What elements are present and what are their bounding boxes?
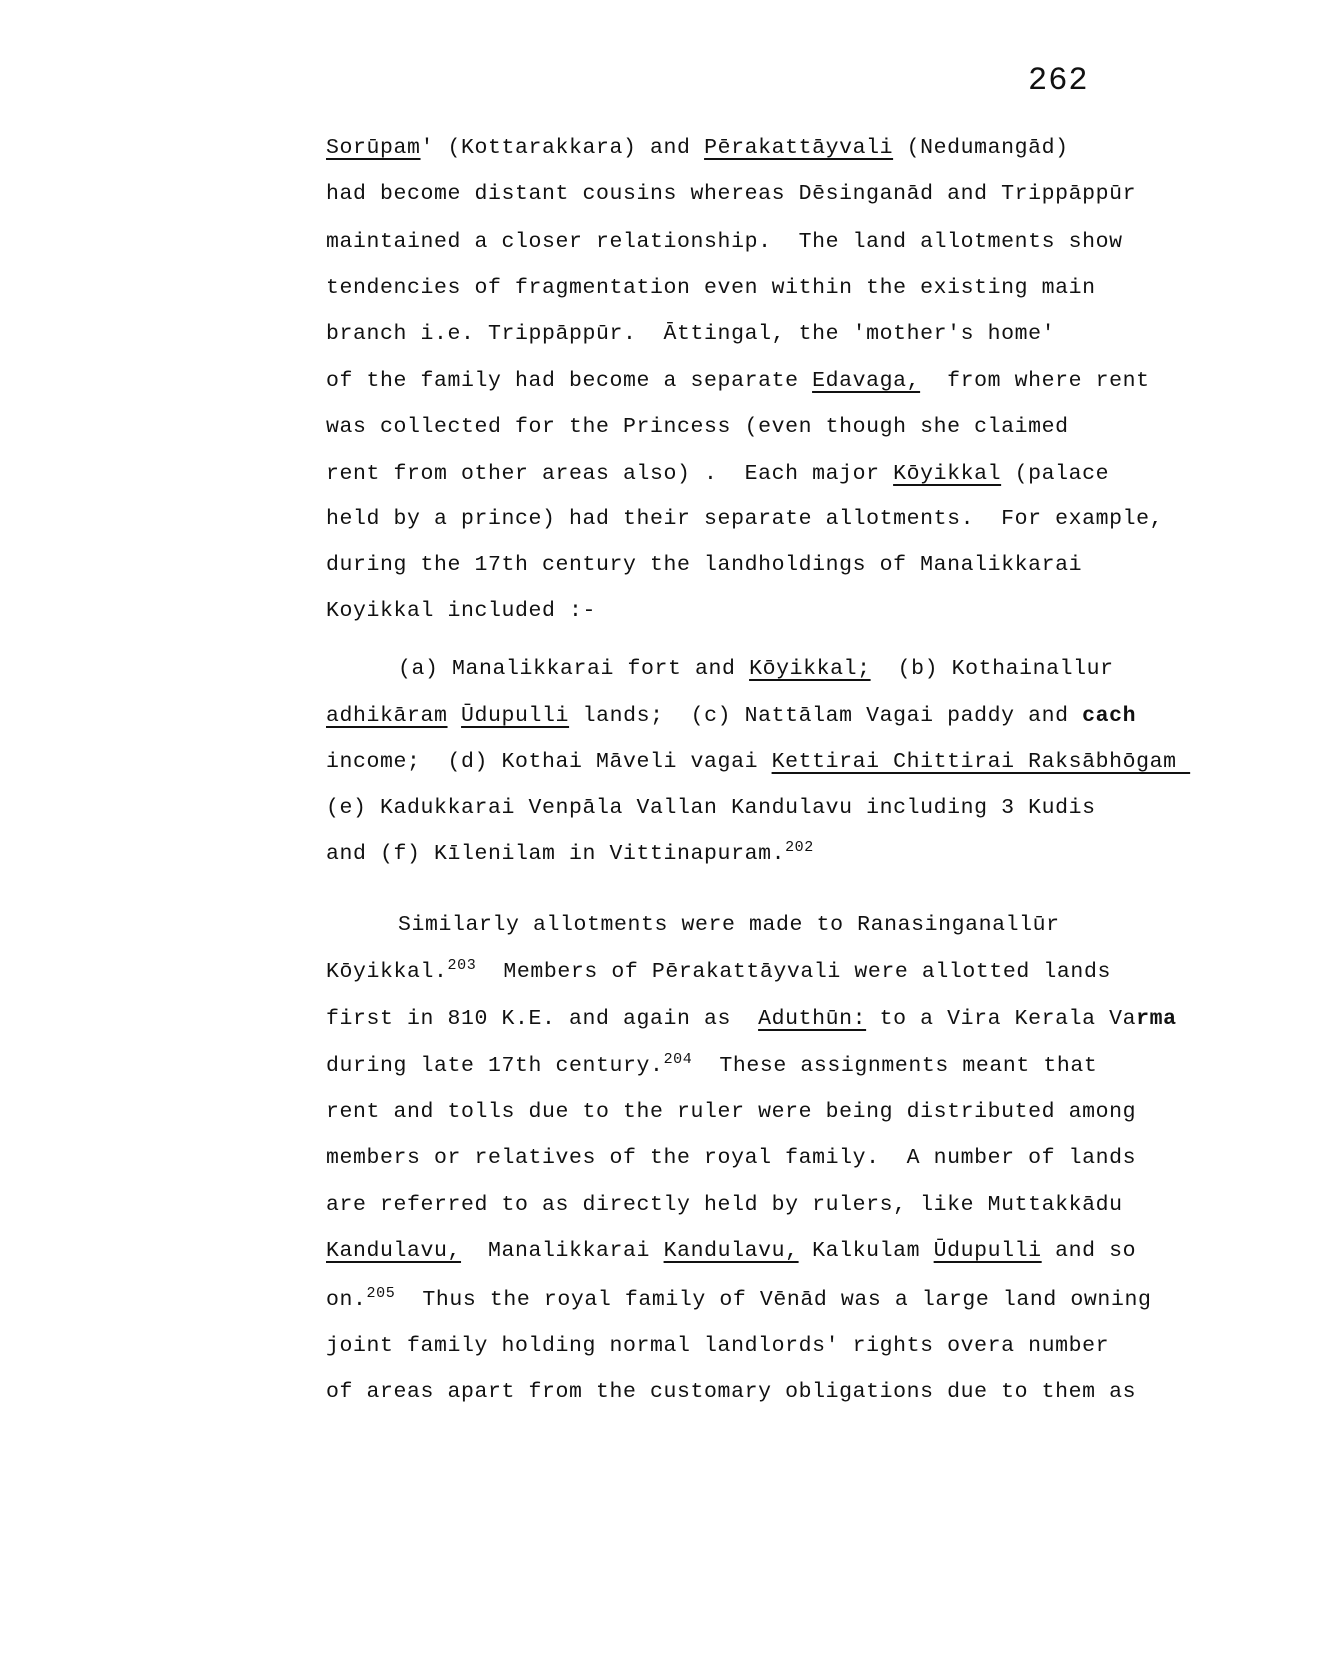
text-line [326,1332,1109,1360]
text-line [326,1144,1136,1172]
underlined-term: Aduthūn: [758,1007,867,1031]
footnote-marker: 203 [447,957,477,974]
footnote-marker: 204 [663,1051,693,1068]
text-segment: income; (d) Kothai Māveli vagai [326,750,772,774]
text-line [326,134,1069,162]
text-line [326,274,1096,302]
text-line [326,1378,1136,1406]
text-segment: during the 17th century the landholdings of Manalikkarai [326,553,1083,577]
text-line [326,702,1136,730]
text-segment: (Nedumangād) [893,136,1069,160]
text-segment: joint family holding normal landlords' rights overa number [326,1334,1110,1358]
text-line [326,597,596,625]
text-line [326,1005,1177,1033]
text-line [326,320,1055,348]
underlined-term: Kōyikkal [893,462,1002,486]
text-segment: rent from other areas also) . Each major [326,462,894,486]
text-segment: and so [1041,1239,1137,1263]
underlined-term: Kettirai Chittirai Raksābhōgam [771,750,1191,774]
underlined-term: Edavaga, [812,369,921,393]
underlined-term: Kōyikkal; [749,657,871,681]
text-segment: had become distant cousins whereas Dēsinganād and Trippāppūr [326,182,1137,206]
text-segment: Manalikkarai [461,1239,664,1263]
text-segment: Kōyikkal. [326,960,448,984]
text-line [326,748,1190,776]
text-segment: rma [1136,1007,1177,1031]
text-segment: These assignments meant that [692,1054,1098,1078]
text-line [326,840,814,868]
text-segment: are referred to as directly held by rulers, like Muttakkādu [326,1193,1123,1217]
text-line [326,794,1096,822]
text-segment: members or relatives of the royal family. A number of lands [326,1146,1137,1170]
text-segment: (e) Kadukkarai Venpāla Vallan Kandulavu including 3 Kudis [326,796,1096,820]
text-segment: Koyikkal included :- [326,599,597,623]
underlined-term: Ūdupulli [461,704,570,728]
underlined-term: adhikāram [326,704,448,728]
text-segment: ' (Kottarakkara) and [420,136,705,160]
footnote-marker: 202 [785,839,814,856]
text-segment: on. [326,1288,367,1312]
text-segment: maintained a closer relationship. The land allotments show [326,230,1123,254]
text-segment [448,704,462,728]
text-segment: first in 810 K.E. and again as [326,1007,759,1031]
text-line [326,958,1111,986]
text-segment: Similarly allotments were made to Ranasinganallūr [398,913,1060,937]
text-line [326,228,1123,256]
text-line [326,1052,1097,1080]
text-line [326,1191,1123,1219]
text-line [326,460,1109,488]
text-segment: was collected for the Princess (even though she claimed [326,415,1069,439]
text-line [326,1286,1151,1314]
text-segment: of the family had become a separate [326,369,813,393]
underlined-term: Kandulavu, [326,1239,462,1263]
text-segment: Kalkulam [798,1239,934,1263]
text-segment: from where rent [920,369,1150,393]
footnote-marker: 205 [366,1285,396,1302]
text-segment: during late 17th century. [326,1054,664,1078]
text-line [326,180,1136,208]
text-line [398,911,1060,939]
text-line [326,367,1150,395]
text-segment: (a) Manalikkarai fort and [398,657,750,681]
text-line [326,1098,1136,1126]
text-segment: rent and tolls due to the ruler were being distributed among [326,1100,1137,1124]
text-segment: Members of Pērakattāyvali were allotted lands [476,960,1111,984]
underlined-term: Kandulavu, [663,1239,799,1263]
text-segment: to a Vira Kerala Va [866,1007,1137,1031]
page-number: 262 [1028,62,1089,99]
underlined-term: Pērakattāyvali [704,136,894,160]
text-line [326,1237,1136,1265]
underlined-term: Ūdupulli [933,1239,1042,1263]
text-line [326,505,1163,533]
text-segment: held by a prince) had their separate allotments. For example, [326,507,1164,531]
text-segment: Thus the royal family of Vēnād was a large land owning [395,1288,1152,1312]
underlined-term: Sorūpam [326,136,421,160]
text-segment: cach [1082,704,1137,728]
text-line [326,413,1069,441]
text-segment: (b) Kothainallur [870,657,1114,681]
text-segment: branch i.e. Trippāppūr. Āttingal, the 'mother's home' [326,322,1056,346]
text-line [398,655,1114,683]
text-segment: and (f) Kīlenilam in Vittinapuram. [326,842,786,866]
text-segment: of areas apart from the customary obligations due to them as [326,1380,1137,1404]
text-segment: lands; (c) Nattālam Vagai paddy and [569,704,1083,728]
text-segment: tendencies of fragmentation even within the existing main [326,276,1096,300]
text-line [326,551,1082,579]
text-segment: (palace [1001,462,1110,486]
